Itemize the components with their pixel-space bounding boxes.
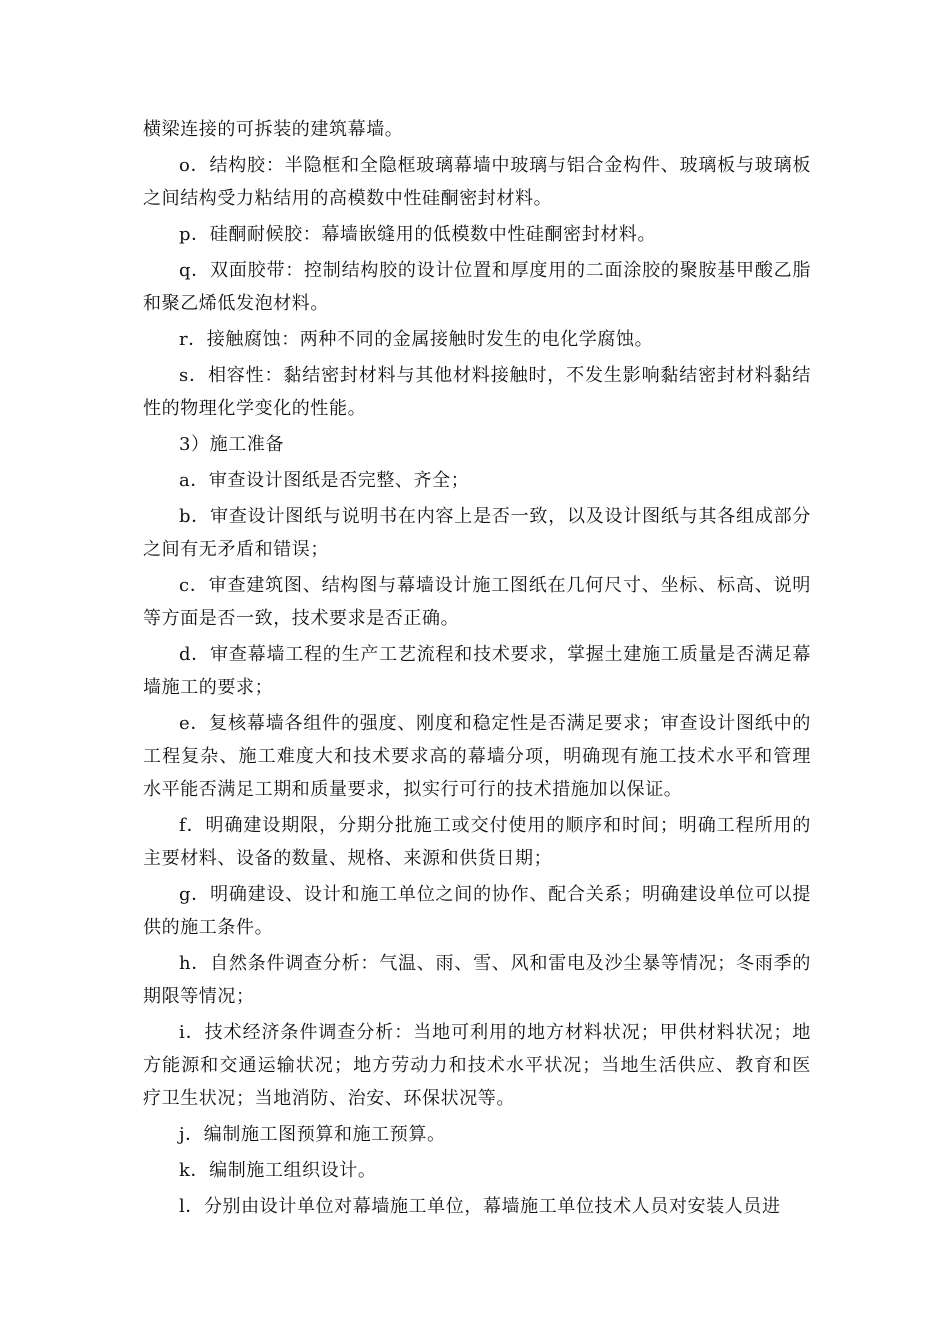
definition-o-structural-adhesive: o．结构胶：半隐框和全隐框玻璃幕墙中玻璃与铝合金构件、玻璃板与玻璃板之间结构受力粘结用的高模数中性硅酮密封材料。	[143, 155, 811, 209]
paragraph-continuation: 横梁连接的可拆装的建筑幕墙。	[143, 119, 404, 140]
prep-item-g: g．明确建设、设计和施工单位之间的协作、配合关系；明确建设单位可以提供的施工条件。	[143, 884, 811, 938]
prep-item-b: b．审查设计图纸与说明书在内容上是否一致，以及设计图纸与其各组成部分之间有无矛盾和错误；	[143, 506, 811, 560]
prep-item-k: k．编制施工组织设计。	[179, 1160, 377, 1181]
prep-item-c: c．审查建筑图、结构图与幕墙设计施工图纸在几何尺寸、坐标、标高、说明等方面是否一致，技术要求是否正确。	[143, 575, 811, 629]
prep-item-h: h．自然条件调查分析：气温、雨、雪、风和雷电及沙尘暴等情况；冬雨季的期限等情况；	[143, 953, 811, 1007]
prep-item-a: a．审查设计图纸是否完整、齐全；	[179, 470, 470, 491]
section-heading-construction-preparation: 3）施工准备	[179, 434, 285, 455]
definition-q-double-sided-tape: q．双面胶带：控制结构胶的设计位置和厚度用的二面涂胶的聚胺基甲酸乙脂和聚乙烯低发泡材料。	[143, 260, 811, 314]
prep-item-e: e．复核幕墙各组件的强度、刚度和稳定性是否满足要求；审查设计图纸中的工程复杂、施工难度大和技术要求高的幕墙分项，明确现有施工技术水平和管理水平能否满足工期和质量要求，拟实行可行的技术措施加以保证。	[143, 713, 811, 800]
document-body	[143, 113, 811, 1226]
definition-s-compatibility: s．相容性：黏结密封材料与其他材料接触时，不发生影响黏结密封材料黏结性的物理化学变化的性能。	[143, 365, 811, 419]
definition-p-weather-sealant: p．硅酮耐候胶：幕墙嵌缝用的低模数中性硅酮密封材料。	[179, 224, 657, 245]
definition-r-contact-corrosion: r．接触腐蚀：两种不同的金属接触时发生的电化学腐蚀。	[179, 329, 654, 350]
prep-item-l: l．分别由设计单位对幕墙施工单位，幕墙施工单位技术人员对安装人员进	[179, 1196, 781, 1217]
prep-item-j: j．编制施工图预算和施工预算。	[179, 1124, 446, 1145]
prep-item-i: i．技术经济条件调查分析：当地可利用的地方材料状况；甲供材料状况；地方能源和交通运输状况；地方劳动力和技术水平状况；当地生活供应、教育和医疗卫生状况；当地消防、治安、环保状况等。	[143, 1022, 811, 1109]
prep-item-d: d．审查幕墙工程的生产工艺流程和技术要求，掌握土建施工质量是否满足幕墙施工的要求；	[143, 644, 811, 698]
prep-item-f: f．明确建设期限，分期分批施工或交付使用的顺序和时间；明确工程所用的主要材料、设备的数量、规格、来源和供货日期；	[143, 815, 811, 869]
